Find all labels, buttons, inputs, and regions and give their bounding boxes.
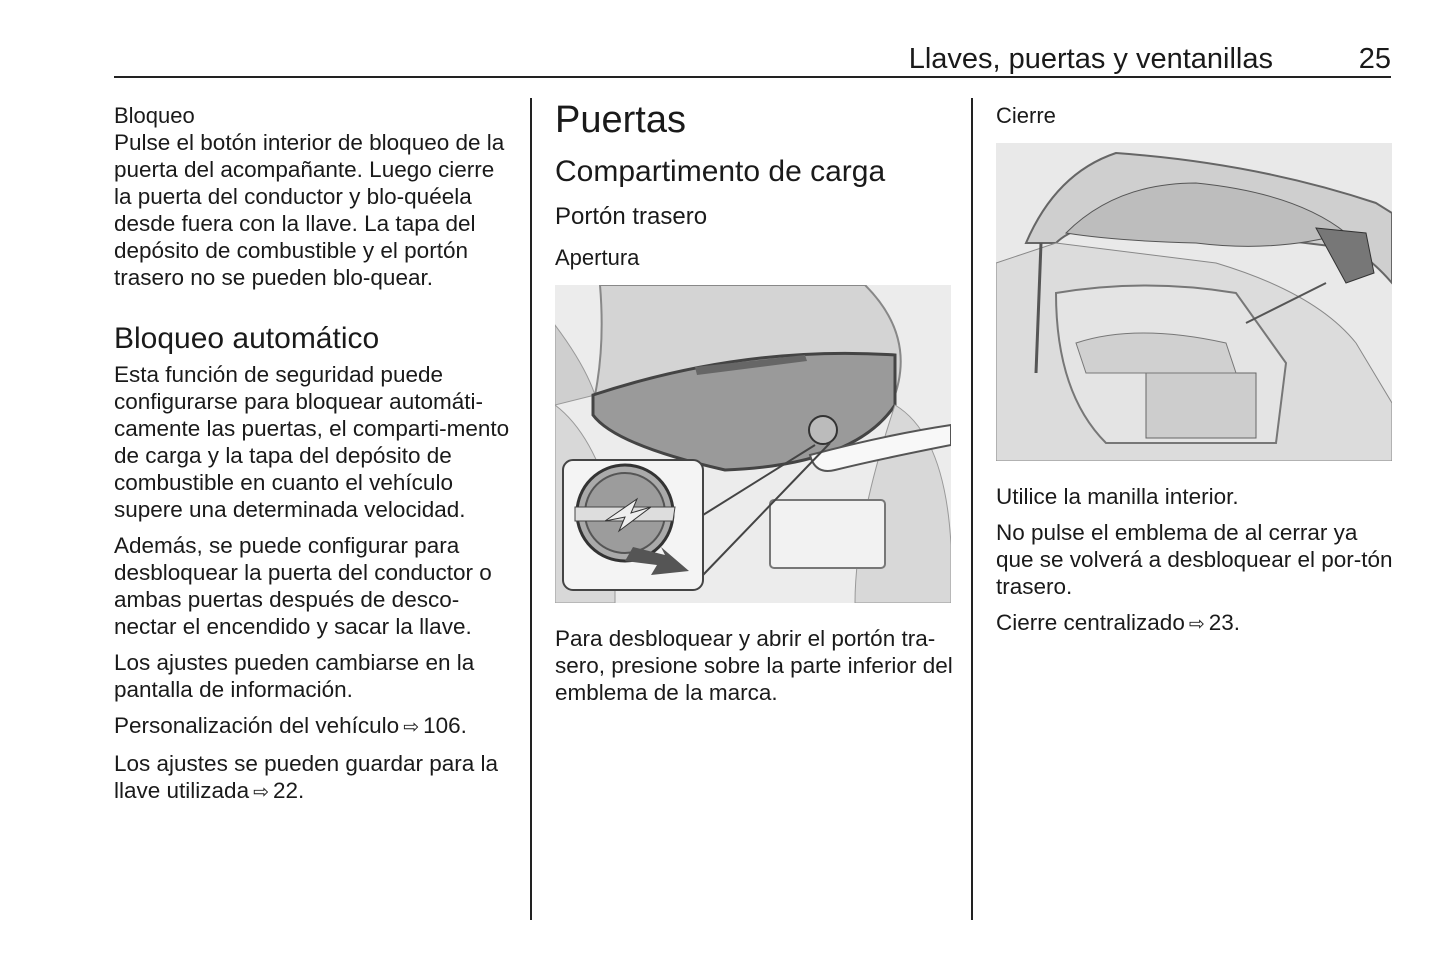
subheading-bloqueo: Bloqueo	[114, 103, 195, 128]
subheading-apertura: Apertura	[555, 245, 640, 270]
paragraph-xref: Cierre centralizado⇨ 23.	[996, 609, 1396, 638]
paragraph: Pulse el botón interior de bloqueo de la puerta del acompañante. Luego cierre la puerta del conductor y blo-quéela desde fuera con la llave. La tapa del depósito de combustible y el portón trasero no se pueden blo-quear.	[114, 130, 505, 290]
column-2	[555, 98, 955, 715]
column-divider-1	[530, 98, 532, 920]
paragraph: Utilice la manilla interior.	[996, 484, 1239, 509]
paragraph-xref: Personalización del vehículo⇨ 106.	[114, 712, 514, 741]
page-header	[114, 40, 1391, 78]
paragraph: No pulse el emblema de al cerrar ya que se volverá a desbloquear el por-tón trasero.	[996, 520, 1393, 599]
column-3	[996, 98, 1396, 647]
page-reference[interactable]: ⇨ 106.	[399, 713, 467, 738]
paragraph: Además, se puede configurar para desbloquear la puerta del conductor o ambas puertas después de desco-nectar el encendido y sacar la llave.	[114, 533, 492, 639]
figure-caption: Para desbloquear y abrir el portón tra-sero, presione sobre la parte inferior del emblema de la marca.	[555, 626, 953, 705]
page-number: 25	[1358, 43, 1391, 75]
page-reference[interactable]: ⇨ 22.	[249, 778, 304, 803]
page-reference[interactable]: ⇨ 23.	[1185, 610, 1240, 635]
column-divider-2	[971, 98, 973, 920]
paragraph: Esta función de seguridad puede configurarse para bloquear automáti-camente las puertas, el comparti-mento de carga y la tapa del depósito de combustible en cuanto el vehículo supere una determinada velocidad.	[114, 362, 510, 522]
subheading-cierre: Cierre	[996, 103, 1056, 128]
heading-puertas: Puertas	[555, 99, 686, 141]
tailgate-closing-illustration	[996, 143, 1392, 461]
header-title: Llaves, puertas y ventanillas	[908, 43, 1273, 75]
heading-porton-trasero: Portón trasero	[555, 203, 708, 230]
tailgate-opening-illustration	[555, 285, 951, 603]
heading-bloqueo-automatico: Bloqueo automático	[114, 322, 380, 355]
paragraph-xref: Los ajustes se pueden guardar para la llave utilizada⇨ 22.	[114, 750, 514, 806]
heading-compartimento: Compartimento de carga	[555, 155, 886, 188]
column-1	[114, 98, 514, 815]
paragraph: Los ajustes pueden cambiarse en la pantalla de información.	[114, 650, 475, 702]
